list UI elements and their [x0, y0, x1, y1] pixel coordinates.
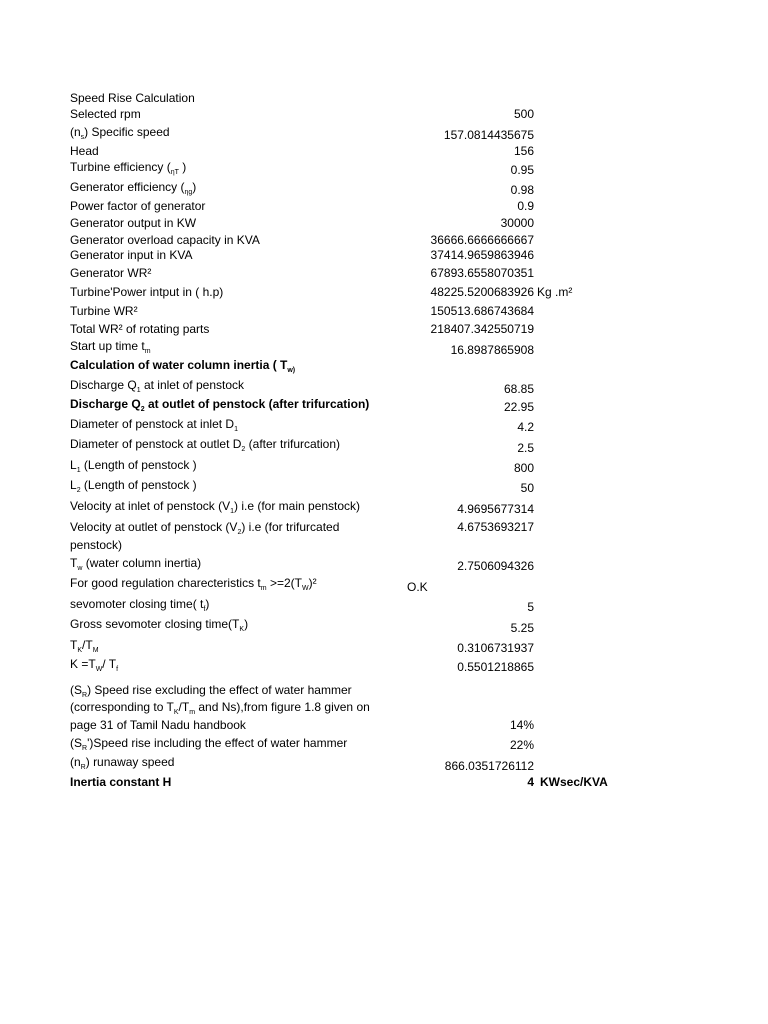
- row-value: 0.9: [517, 199, 534, 213]
- row-label: For good regulation charecteristics $t_m >=2(T_W)^2$: [70, 576, 317, 592]
- row-label: Diameter of penstock at outlet $D_2$ (after trifurcation): [70, 437, 341, 453]
- row-value: 5: [527, 600, 534, 614]
- row-label-continued: penstock): [70, 538, 123, 552]
- row-label: Discharge $Q_1$ at inlet of penstock: [70, 378, 245, 394]
- row-value: 16.8987865908: [450, 343, 534, 357]
- row-value: 156: [513, 144, 534, 158]
- row-label: Generator overload capacity in KVA: [70, 233, 260, 247]
- row-value: 14%: [509, 718, 534, 732]
- row-value: 5.25: [510, 621, 534, 635]
- row-label: Generator efficiency $(_{\eta g})$: [70, 180, 197, 196]
- row-label: Speed Rise Calculation: [70, 91, 195, 105]
- row-value: 0.3106731937: [457, 641, 534, 655]
- row-label: $L_1$ (Length of penstock ): [70, 458, 197, 474]
- row-label: $(n_s)$ Specific speed: [70, 125, 170, 141]
- row-value: 500: [513, 107, 534, 121]
- row-value: 48225.5200683926: [430, 285, 534, 299]
- row-label: Generator output in KW: [70, 216, 197, 230]
- row-label-continued: page 31 of Tamil Nadu handbook: [70, 718, 246, 732]
- row-label: $(S_R)$ Speed rise excluding the effect of water hammer: [70, 683, 352, 699]
- row-label: Calculation of water column inertia ( $T_{w)}$: [70, 358, 296, 374]
- row-label: Velocity at outlet of penstock $(V_2)$ i.e (for trifurcated: [70, 520, 340, 536]
- row-label: Total WR² of rotating parts: [70, 322, 210, 336]
- row-value: 30000: [500, 216, 534, 230]
- row-value: 36666.6666666667: [430, 233, 534, 247]
- row-label: $T_w$ (water column inertia): [70, 556, 202, 572]
- row-value: 2.5: [517, 441, 534, 455]
- row-label: $(S_R')Speed$ rise including the effect of water hammer: [70, 736, 348, 752]
- row-value: 0.5501218865: [457, 660, 534, 674]
- row-label: Generator input in KVA: [70, 248, 193, 262]
- row-value: 67893.6558070351: [430, 266, 534, 280]
- row-value: 4.6753693217: [457, 520, 534, 534]
- row-unit: KWsec/KVA: [540, 775, 608, 789]
- row-label-continued: (corresponding to $T_K/T_m$ and Ns),from figure 1.8 given on: [70, 700, 370, 716]
- row-label: Selected rpm: [70, 107, 141, 121]
- row-label: Generator WR²: [70, 266, 152, 280]
- row-value: 4: [527, 775, 534, 789]
- row-value: 800: [513, 461, 534, 475]
- row-label: Gross sevomoter closing $time(T_K)$: [70, 617, 249, 633]
- row-label: Head: [70, 144, 99, 158]
- row-label: Diameter of penstock at inlet $D_1$: [70, 417, 238, 433]
- row-value: 50: [520, 481, 534, 495]
- row-label: sevomoter closing time( $t_f$): [70, 597, 210, 613]
- row-label: Start up time $t_m$: [70, 339, 151, 355]
- row-value: 0.98: [510, 183, 534, 197]
- row-label: $K =T_W/$ $T_f$: [70, 657, 119, 673]
- row-label: Discharge $Q_2$ at outlet of penstock (after trifurcation): [70, 397, 370, 413]
- row-label: $T_K/T_M$: [70, 638, 99, 654]
- row-label: Turbine'Power intput in ( h.p): [70, 285, 224, 299]
- row-value: 4.9695677314: [457, 502, 534, 516]
- row-label: Inertia constant H: [70, 775, 172, 789]
- row-value: 866.0351726112: [444, 759, 534, 773]
- row-value: 22%: [509, 738, 534, 752]
- row-label: Velocity at inlet of penstock $(V_1)$ i.e (for main penstock): [70, 499, 361, 515]
- row-label: $(n_R)$ runaway speed: [70, 755, 175, 771]
- row-value: 68.85: [503, 382, 534, 396]
- row-value: 4.2: [517, 420, 534, 434]
- row-value: 37414.9659863946: [430, 248, 534, 262]
- row-unit: Kg .m²: [537, 285, 573, 299]
- row-label: Turbine WR²: [70, 304, 138, 318]
- row-label: $L_2$ (Length of penstock ): [70, 478, 197, 494]
- row-label: Turbine efficiency ($_{\eta T}$ ): [70, 160, 187, 176]
- row-value: 2.7506094326: [457, 559, 534, 573]
- ok-status: O.K: [407, 580, 428, 594]
- row-value: 157.0814435675: [443, 128, 534, 142]
- row-value: 150513.686743684: [430, 304, 534, 318]
- row-value: 218407.342550719: [430, 322, 534, 336]
- row-value: 22.95: [503, 400, 534, 414]
- row-label: Power factor of generator: [70, 199, 206, 213]
- row-value: 0.95: [510, 163, 534, 177]
